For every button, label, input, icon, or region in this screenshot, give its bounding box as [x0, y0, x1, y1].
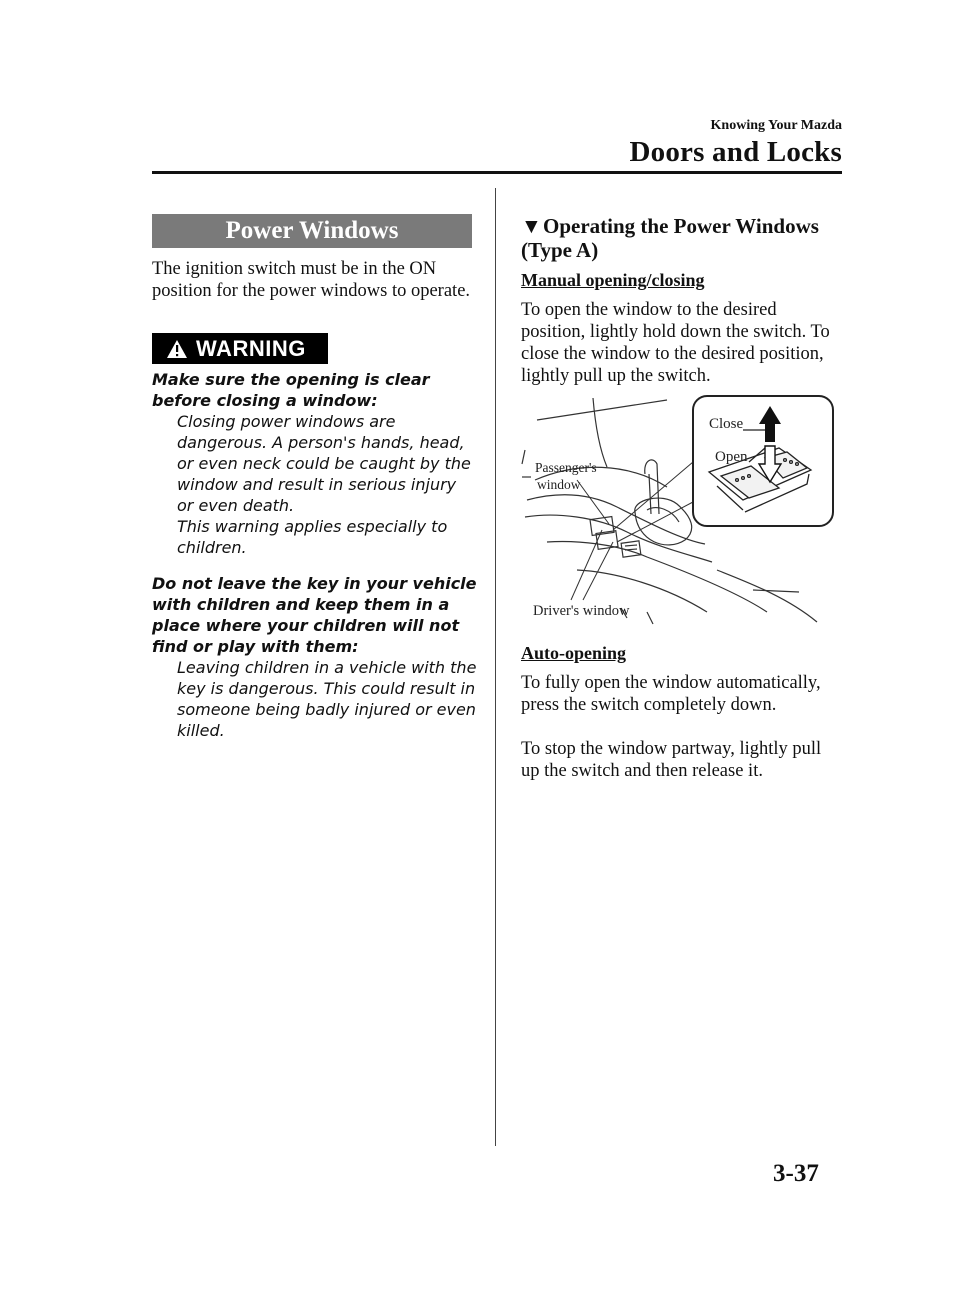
manual-heading: Manual opening/closing [521, 270, 705, 290]
label-passenger-window-2: window [537, 477, 581, 492]
power-window-switch-illustration [517, 392, 837, 632]
section-title: Doors and Locks [629, 136, 842, 168]
label-drivers-window: Driver's window [533, 603, 630, 619]
warning-2-heading: Do not leave the key in your vehicle with children and keep them in a place where your children will not find or play with them: [152, 574, 477, 656]
manual-paragraph: To open the window to the desired position, lightly hold down the switch. To close the window to the desired position, lightly pull up the switch. [521, 300, 830, 386]
warning-triangle-icon [166, 339, 188, 359]
subsection-title: Operating the Power Windows (Type A) [521, 214, 819, 262]
chapter-title: Knowing Your Mazda [710, 118, 842, 133]
header-rule [152, 171, 842, 174]
warning-1-heading: Make sure the opening is clear before closing a window: [152, 370, 430, 410]
auto-opening-heading: Auto-opening [521, 643, 627, 663]
column-divider [495, 188, 496, 1146]
label-open: Open [715, 449, 748, 465]
page-number: 3-37 [773, 1160, 819, 1187]
warning-1-detail: Closing power windows are dangerous. A person's hands, head, or even neck could be caught by the window and result in serious injury or even death. [177, 412, 471, 515]
auto-opening-paragraph-2: To stop the window partway, lightly pull up the switch and then release it. [521, 739, 822, 781]
label-close: Close [709, 416, 744, 432]
down-triangle-icon: ▼ [521, 214, 542, 238]
intro-paragraph: The ignition switch must be in the ON position for the power windows to operate. [152, 259, 471, 301]
warning-banner [152, 333, 328, 364]
warning-label: WARNING [196, 335, 306, 361]
label-passenger-window-1: Passenger's [535, 460, 597, 475]
warning-1-detail-children: This warning applies especially to children. [177, 517, 448, 557]
subsection-heading [521, 214, 841, 262]
power-windows-heading: Power Windows [152, 214, 472, 248]
auto-opening-paragraph-1: To fully open the window automatically, press the switch completely down. [521, 673, 821, 715]
warning-2-detail: Leaving children in a vehicle with the key is dangerous. This could result in someone being badly injured or even killed. [177, 658, 477, 740]
